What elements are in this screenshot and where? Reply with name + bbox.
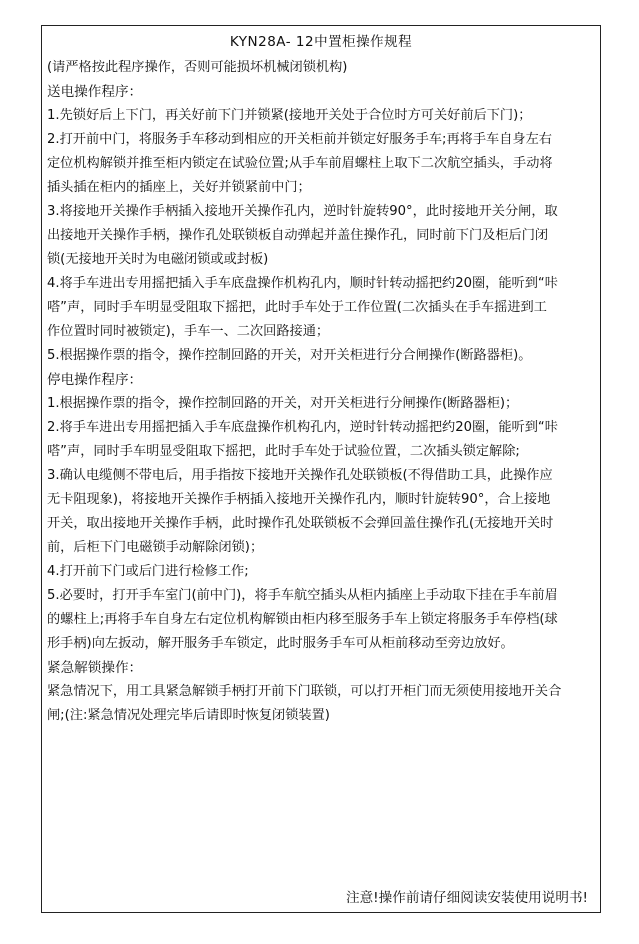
text-line: 紧急情况下，用工具紧急解锁手柄打开前下门联锁，可以打开柜门而无须使用接地开关合 <box>47 684 562 699</box>
text-line: 定位机构解锁并推至柜内锁定在试验位置;从手车前眉螺柱上取下二次航空插头，手动将 <box>47 156 553 171</box>
text-line: 1.根据操作票的指令，操作控制回路的开关，对开关柜进行分闸操作(断路器柜)； <box>47 396 519 411</box>
text-line: 5.必要时，打开手车室门(前中门)，将手车航空插头从柜内插座上手动取下挂在手车前眉 <box>47 588 558 603</box>
text-line: 作位置时同时被锁定)，手车一、二次回路接通； <box>47 324 330 339</box>
text-line: 出接地开关操作手柄，操作孔处联锁板自动弹起并盖住操作孔，同时前下门及柜后门闭 <box>47 228 549 243</box>
text-line: 闸;(注:紧急情况处理完毕后请即时恢复闭锁装置) <box>47 708 330 723</box>
text-line: 2.将手车进出专用摇把插入手车底盘操作机构孔内，逆时针转动摇把约20圈，能听到“咔 <box>47 420 558 435</box>
text-line: 3.确认电缆侧不带电后，用手指按下接地开关操作孔处联锁板(不得借助工具，此操作应 <box>47 468 553 483</box>
text-line: 开关，取出接地开关操作手柄，此时操作孔处联锁板不会弹回盖住操作孔(无接地开关时 <box>47 516 554 531</box>
text-line: 4.将手车进出专用摇把插入手车底盘操作机构孔内，顺时针转动摇把约20圈，能听到“咔 <box>47 276 558 291</box>
text-line: 锁(无接地开关时为电磁闭锁或或封板) <box>47 252 269 267</box>
text-line: 1.先锁好后上下门，再关好前下门并锁紧(接地开关处于合位时方可关好前后下门)； <box>47 108 532 123</box>
section-header: 停电操作程序： <box>47 372 143 388</box>
text-line: 无卡阻现象)，将接地开关操作手柄插入接地开关操作孔内，顺时针旋转90°，合上接地 <box>47 492 551 507</box>
procedure-text-block <box>47 56 595 728</box>
text-line: 5.根据操作票的指令，操作控制回路的开关，对开关柜进行分合闸操作(断路器柜)。 <box>47 348 532 363</box>
text-line: 4.打开前下门或后门进行检修工作; <box>47 564 249 579</box>
text-line: 前，后柜下门电磁锁手动解除闭锁)； <box>47 540 264 555</box>
section-header: 紧急解锁操作： <box>47 660 143 676</box>
text-line: 插头插在柜内的插座上，关好并锁紧前中门； <box>47 180 311 195</box>
procedure-sheet <box>41 25 601 913</box>
safety-notice: 注意!操作前请仔细阅读安装使用说明书! <box>346 890 588 906</box>
document-title: KYN28A- 12中置柜操作规程 <box>229 34 413 50</box>
text-line: 的螺柱上;再将手车自身左右定位机构解锁由柜内移至服务手车上锁定将服务手车停档(球 <box>47 612 558 627</box>
text-line: 嗒”声，同时手车明显受阻取下摇把，此时手车处于工作位置(二次插头在手车摇进到工 <box>47 300 547 315</box>
text-line: 形手柄)向左扳动，解开服务手车锁定，此时服务手车可从柜前移动至旁边放好。 <box>47 636 514 651</box>
text-line: (请严格按此程序操作，否则可能损坏机械闭锁机构) <box>47 60 348 75</box>
section-header: 送电操作程序： <box>47 84 143 100</box>
text-line: 3.将接地开关操作手柄插入接地开关操作孔内，逆时针旋转90°，此时接地开关分闸，取 <box>47 204 558 219</box>
text-line: 2.打开前中门，将服务手车移动到相应的开关柜前并锁定好服务手车;再将手车自身左右 <box>47 132 552 147</box>
text-line: 嗒”声，同时手车明显受阻取下摇把，此时手车处于试验位置，二次插头锁定解除; <box>47 444 520 459</box>
